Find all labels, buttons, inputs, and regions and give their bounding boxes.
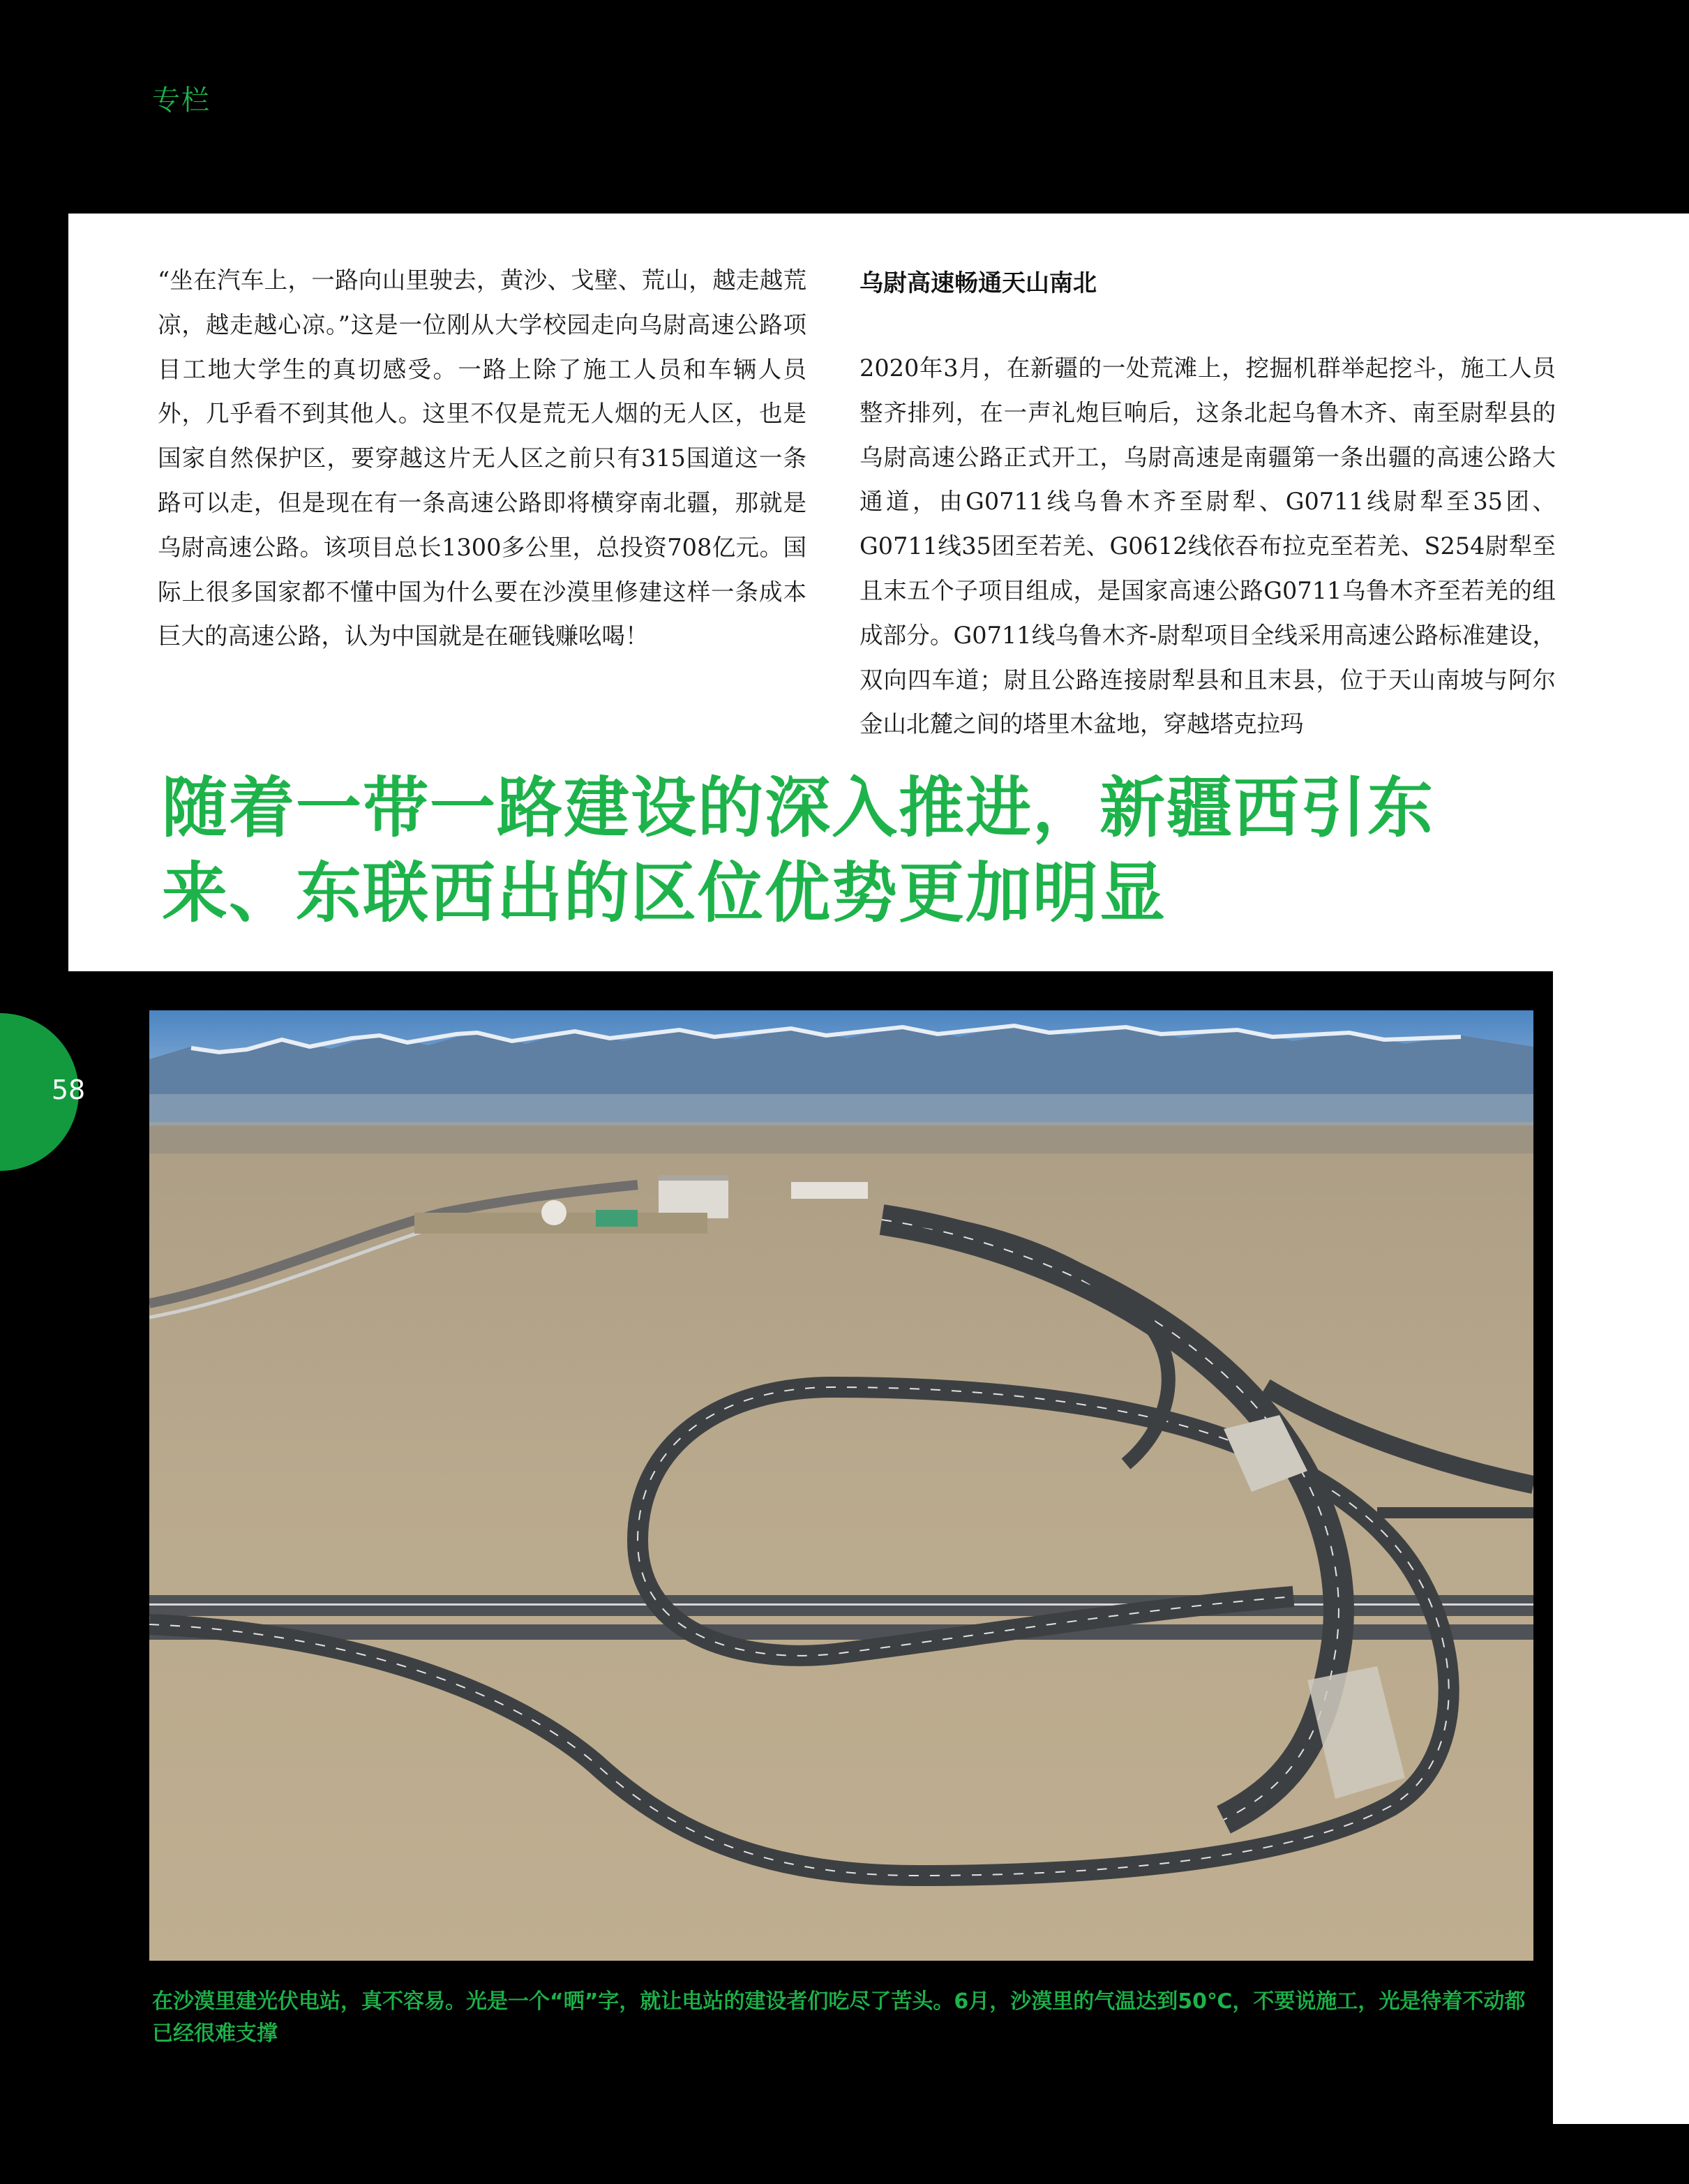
page-number: 58 xyxy=(51,1075,86,1105)
article-paragraph: 2020年3月，在新疆的一处荒滩上，挖掘机群举起挖斗，施工人员整齐排列，在一声礼炮巨响后，这条北起乌鲁木齐、南至尉犁县的乌尉高速公路正式开工，乌尉高速是南疆第一条出疆的高速公路大通道，由G0711线乌鲁木齐至尉犁、G0711线尉犁至35团、G0711线35团至若羌、G0612线依吞布拉克至若羌、S254尉犁至且末五个子项目组成，是国家高速公路G0711乌鲁木齐至若羌的组成部分。G0711线乌鲁木齐-尉犁项目全线采用高速公路标准建设，双向四车道；尉且公路连接尉犁县和且末县，位于天山南坡与阿尔金山北麓之间的塔里木盆地，穿越塔克拉玛 xyxy=(859,354,1556,738)
section-heading: 乌尉高速畅通天山南北 xyxy=(859,269,1097,297)
section-label: 专栏 xyxy=(152,84,211,117)
article-paragraph: “坐在汽车上，一路向山里驶去，黄沙、戈壁、荒山，越走越荒凉，越走越心凉。”这是一位刚从大学校园走向乌尉高速公路项目工地大学生的真切感受。一路上除了施工人员和车辆人员外，几乎看不到其他人。这里不仅是荒无人烟的无人区，也是国家自然保护区，要穿越这片无人区之前只有315国道这一条路可以走，但是现在有一条高速公路即将横穿南北疆，那就是乌尉高速公路。该项目总长1300多公里，总投资708亿元。国际上很多国家都不懂中国为什么要在沙漠里修建这样一条成本巨大的高速公路，认为中国就是在砸钱赚吆喝！ xyxy=(158,267,806,650)
article-column-left xyxy=(158,258,806,659)
pull-quote-headline: 随着一带一路建设的深入推进，新疆西引东来、东联西出的区位优势更加明显 xyxy=(162,770,1435,932)
photo-caption: 在沙漠里建光伏电站，真不容易。光是一个“晒”字，就让电站的建设者们吃尽了苦头。6月，沙漠里的气温达到50℃，不要说施工，光是待着不动都已经很难支撑 xyxy=(152,1989,1526,2046)
aerial-highway-photo xyxy=(149,1010,1533,1961)
page-edge-strip xyxy=(1553,971,1689,2124)
article-column-right xyxy=(859,261,1556,747)
